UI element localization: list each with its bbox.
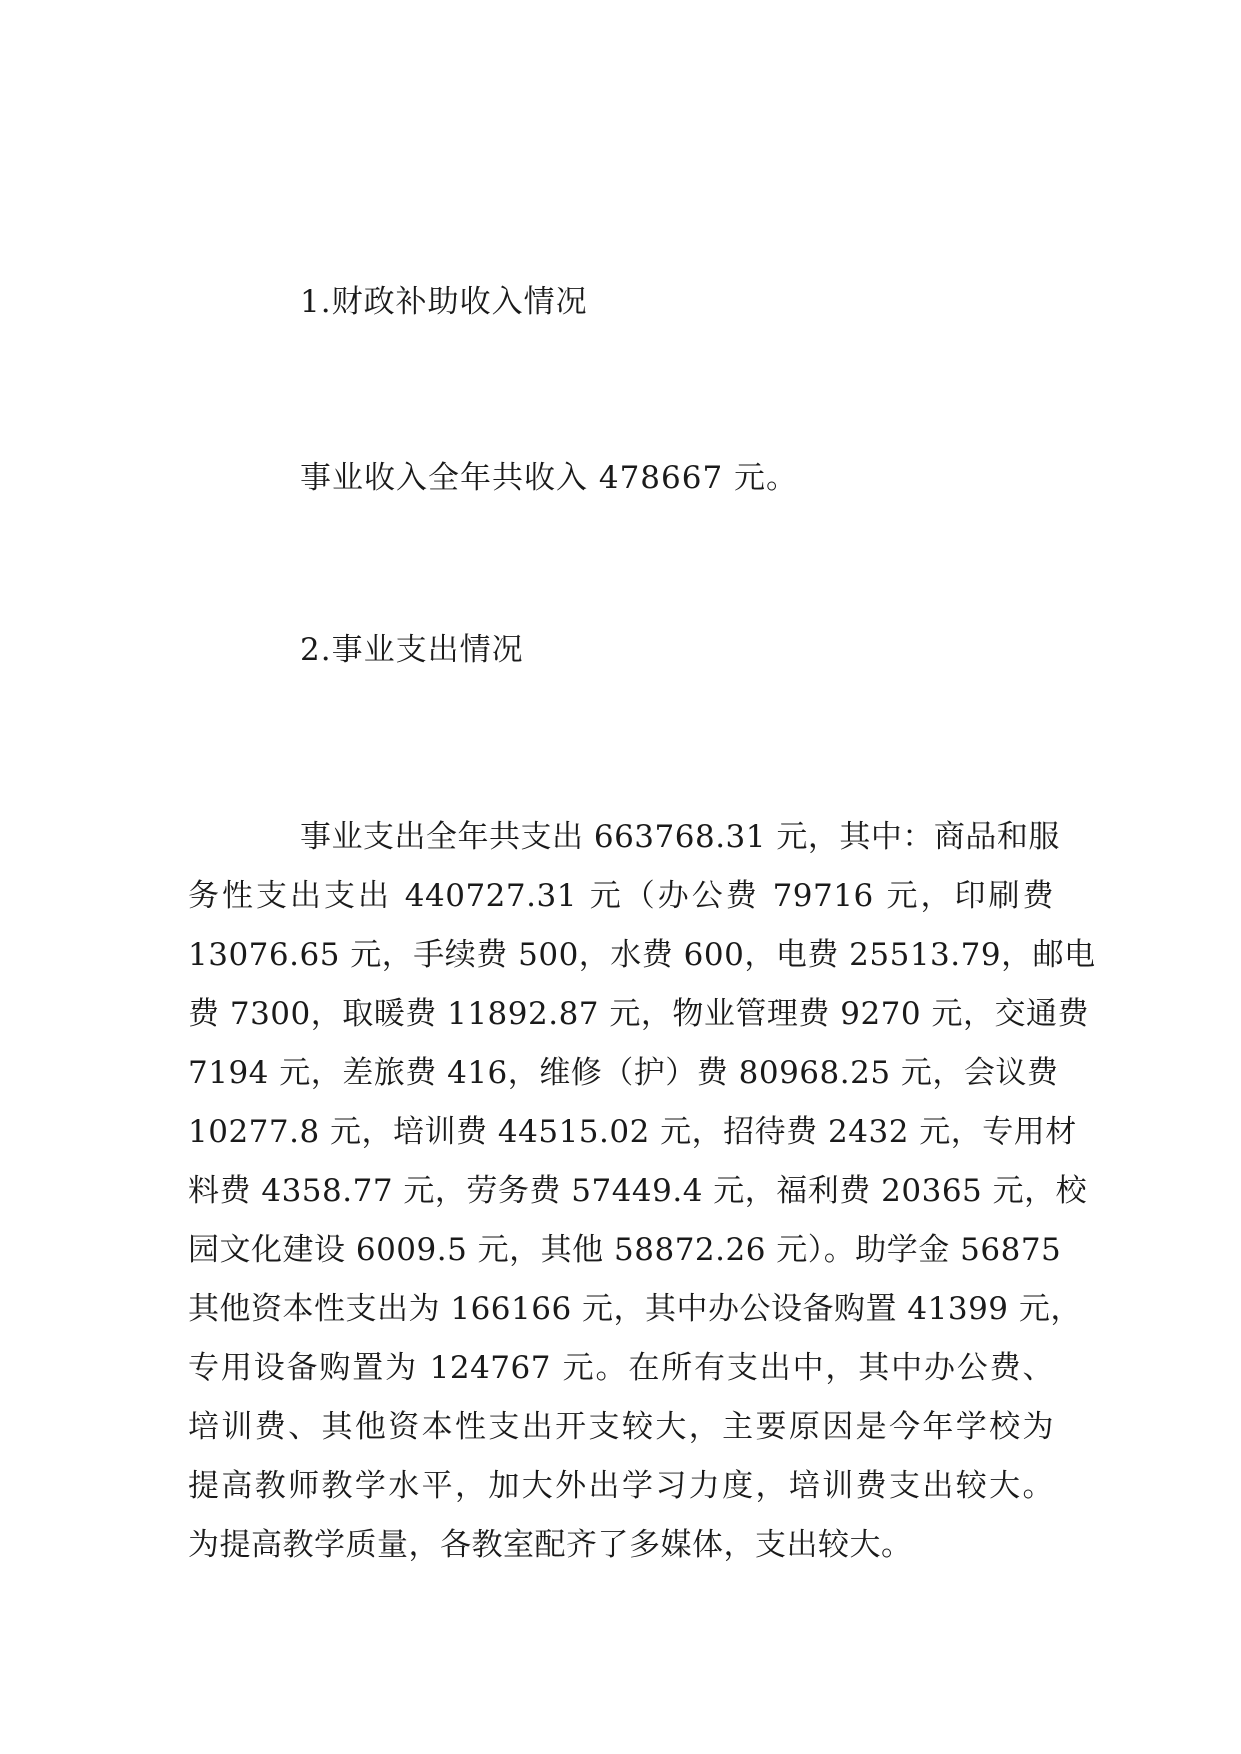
expenditure-paragraph xyxy=(188,808,1096,1575)
section-heading-1: 1.财政补助收入情况 xyxy=(300,284,588,320)
section-heading-2: 2.事业支出情况 xyxy=(300,632,524,668)
paragraph-line: 园文化建设 6009.5 元，其他 58872.26 元）。助学金 56875 xyxy=(188,1232,1062,1268)
paragraph-line: 料费 4358.77 元，劳务费 57449.4 元，福利费 20365 元，校 xyxy=(188,1173,1088,1209)
paragraph-line: 10277.8 元，培训费 44515.02 元，招待费 2432 元，专用材 xyxy=(188,1114,1077,1150)
paragraph-line: 事业支出全年共支出 663768.31 元，其中：商品和服 xyxy=(300,819,1060,855)
paragraph-line: 其他资本性支出为 166166 元，其中办公设备购置 41399 元， xyxy=(188,1291,1082,1327)
paragraph-line: 专用设备购置为 124767 元。在所有支出中，其中办公费、 xyxy=(188,1350,1054,1386)
paragraph-line: 提高教师教学水平，加大外出学习力度，培训费支出较大。 xyxy=(188,1468,1054,1504)
paragraph-line: 为提高教学质量，各教室配齐了多媒体，支出较大。 xyxy=(188,1527,913,1563)
paragraph-line: 7194 元，差旅费 416，维修（护）费 80968.25 元，会议费 xyxy=(188,1055,1059,1091)
income-paragraph: 事业收入全年共收入 478667 元。 xyxy=(300,460,799,496)
paragraph-line: 13076.65 元，手续费 500，水费 600，电费 25513.79，邮电 xyxy=(188,937,1096,973)
paragraph-line: 费 7300，取暖费 11892.87 元，物业管理费 9270 元，交通费 xyxy=(188,996,1089,1032)
paragraph-line: 培训费、其他资本性支出开支较大，主要原因是今年学校为 xyxy=(188,1409,1054,1445)
paragraph-line: 务性支出支出 440727.31 元（办公费 79716 元，印刷费 xyxy=(188,878,1054,914)
